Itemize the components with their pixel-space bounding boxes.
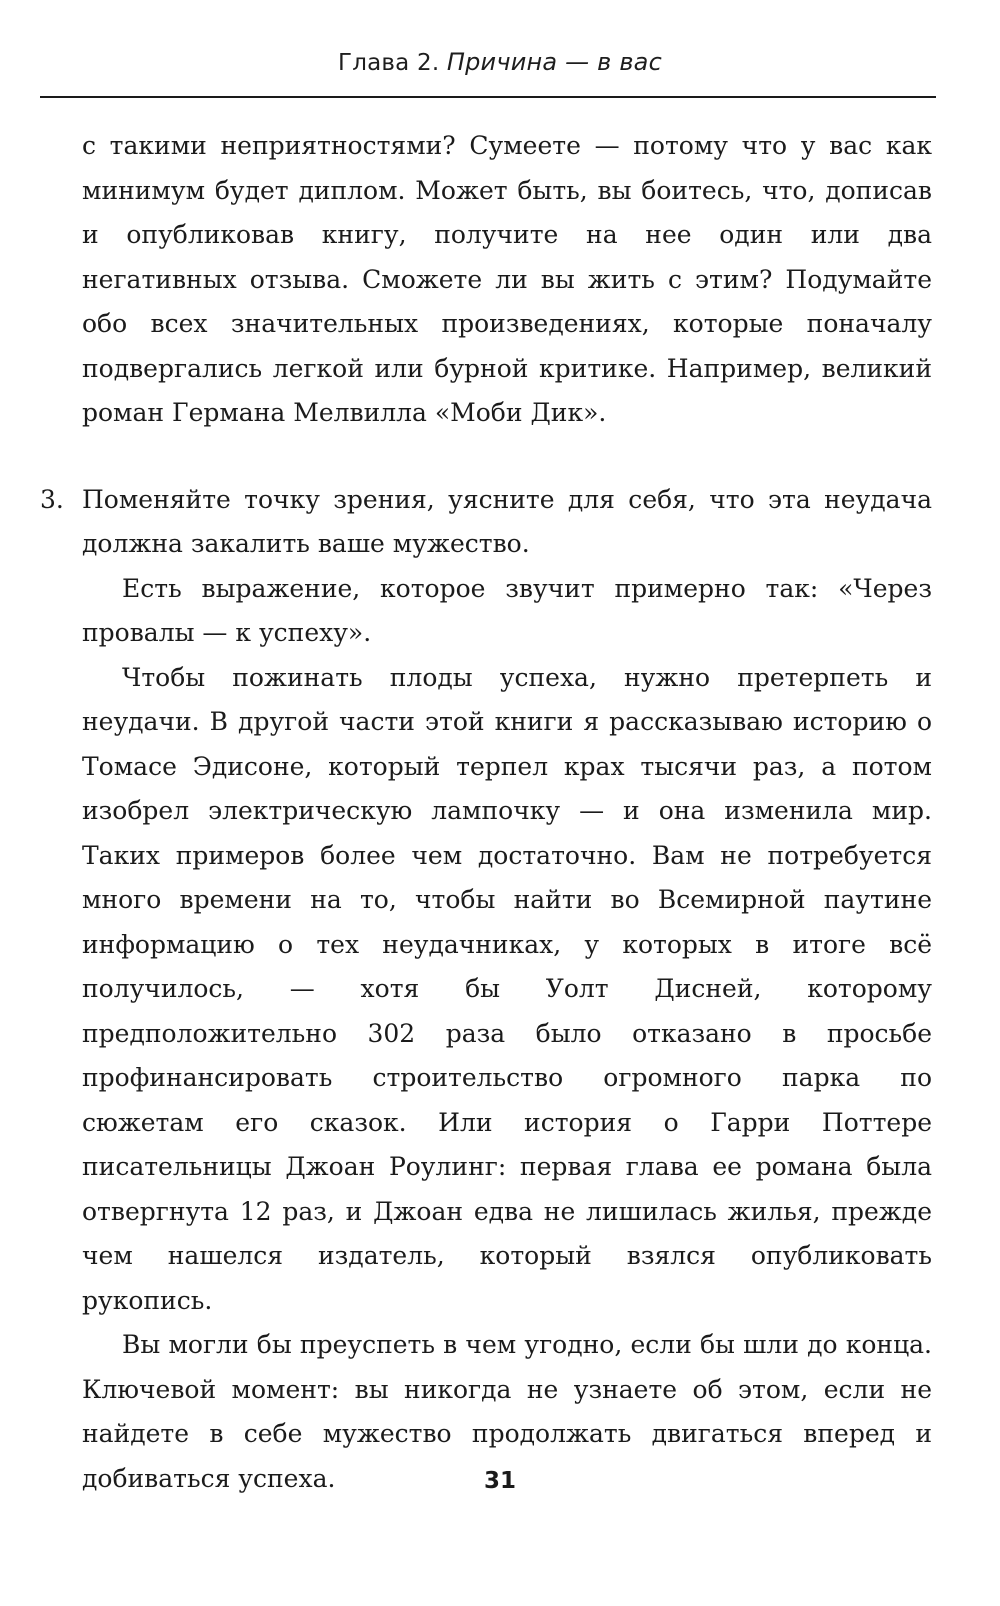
header-rule <box>40 96 936 98</box>
list-item-3 <box>40 478 932 567</box>
list-item-number: 3. <box>40 484 64 514</box>
page-number: 31 <box>483 1468 516 1494</box>
paragraph-2: Чтобы пожинать плоды успеха, нужно претерпеть и неудачи. В другой части этой книги я рассказываю историю о Томасе Эдисоне, который терпел крах тысячи раз, а потом изобрел электрическую лампочку — и она изменила мир. Таких примеров более чем достаточно. Вам не потребуется много времени на то, чтобы найти во Всемирной паутине информацию о тех неудачниках, у которых в итоге всё получилось, — хотя бы Уолт Дисней, которому предположительно 302 раза было отказано в просьбе профинансировать строительство огромного парка по сюжетам его сказок. Или история о Гарри Поттере писательницы Джоан Роулинг: первая глава ее романа была отвергнута 12 раз, и Джоан едва не лишилась жилья, прежде чем нашелся издатель, который взялся опубликовать рукопись. <box>82 662 932 1315</box>
body-text <box>40 124 932 1501</box>
paragraph-3: Вы могли бы преуспеть в чем угодно, если бы шли до конца. Ключевой момент: вы никогда не узнаете об этом, если не найдете в себе мужество продолжать двигаться вперед и добиваться успеха. <box>82 1330 932 1493</box>
chapter-label: Глава 2. <box>338 50 440 76</box>
list-item-text: Поменяйте точку зрения, уясните для себя, что эта неудача должна закалить ваше мужество. <box>82 484 932 558</box>
continued-paragraph: с такими неприятностями? Сумеете — потому что у вас как минимум будет диплом. Может быть, вы боитесь, что, дописав и опубликовав книгу, получите на нее один или два негативных отзыва. Сможете ли вы жить с этим? Подумайте обо всех значительных произведениях, которые поначалу подвергались легкой или бурной критике. Например, великий роман Германа Мелвилла «Моби Дик». <box>82 131 932 427</box>
paragraph-1: Есть выражение, которое звучит примерно так: «Через провалы — к успеху». <box>82 573 932 647</box>
chapter-title: Причина — в вас <box>446 48 662 76</box>
running-head <box>0 48 1000 76</box>
